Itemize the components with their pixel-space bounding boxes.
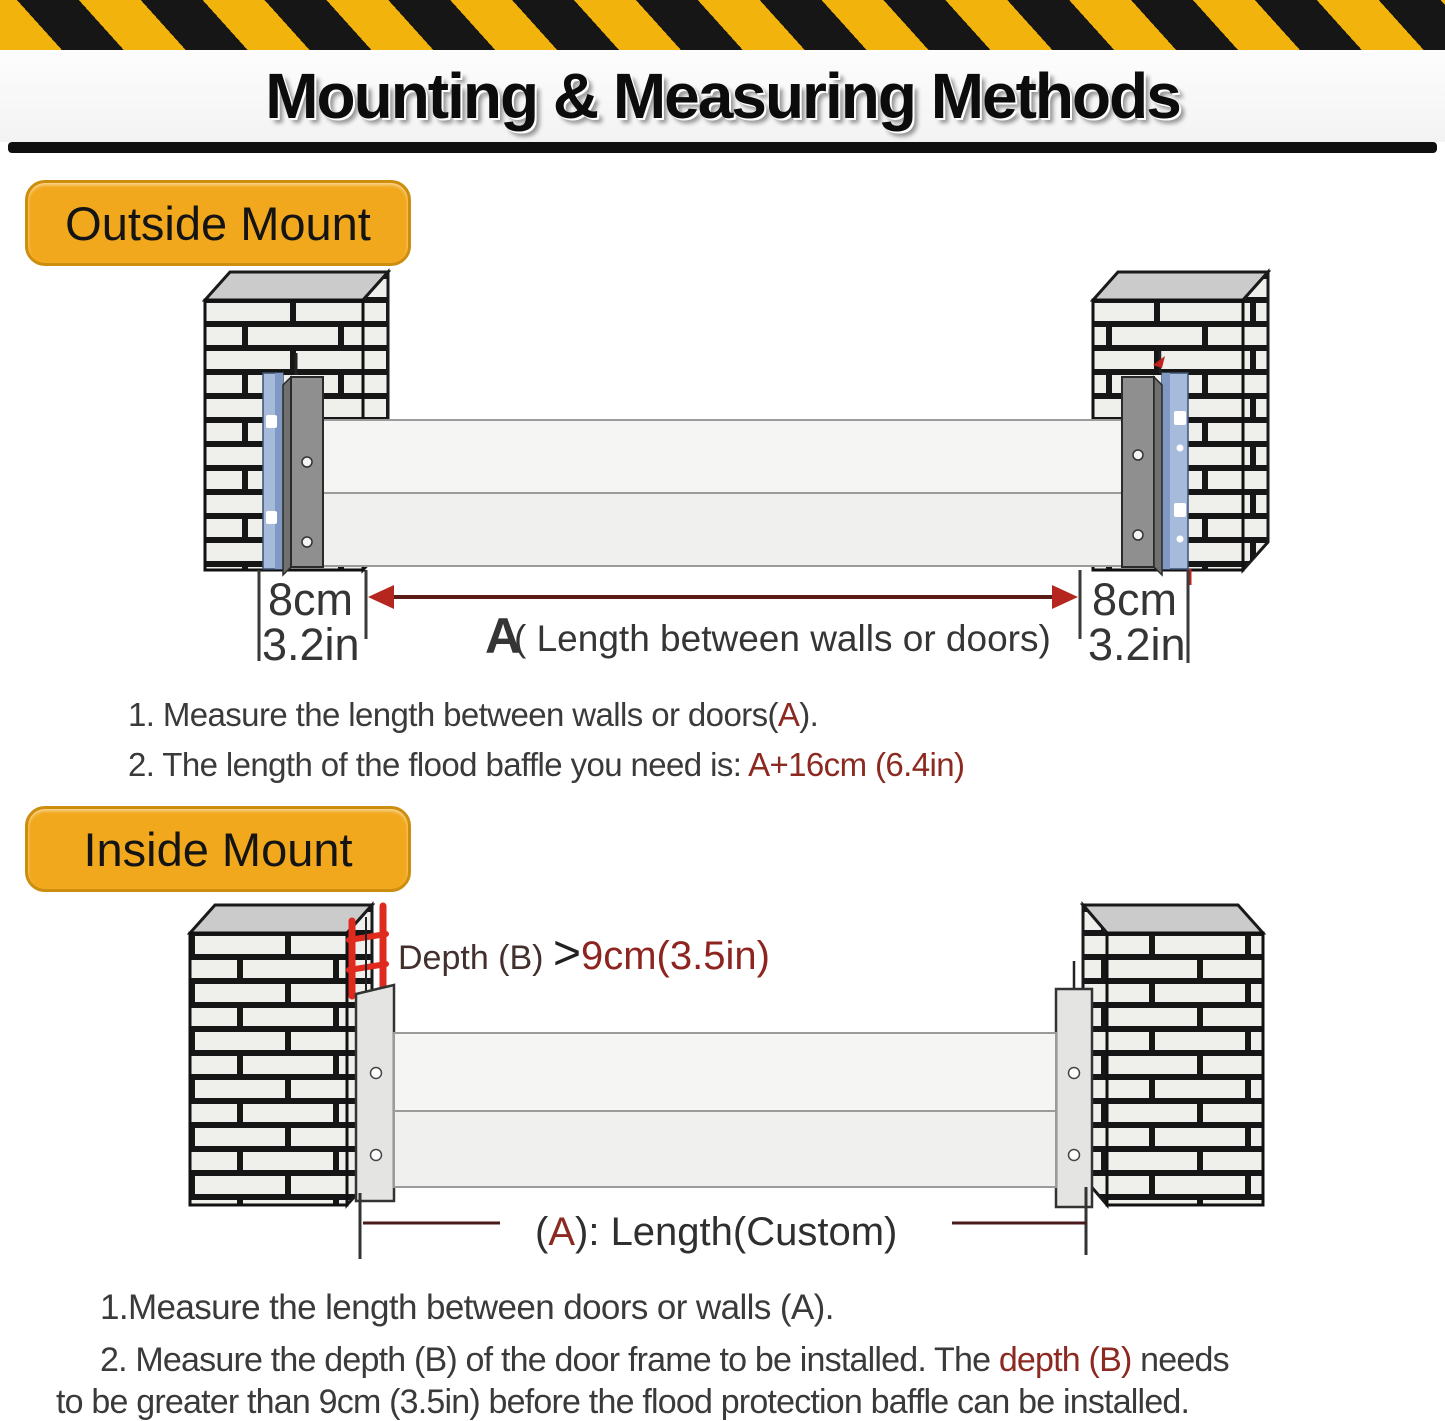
outside-step-2 [128,746,964,784]
flood-barrier-panels [323,420,1140,566]
inside-left-pillar [190,905,372,1205]
length-custom-label [535,1210,897,1254]
inside-step-1 [100,1288,834,1328]
right-offset-in: 3.2in [1088,619,1186,670]
outside-step-2-formula: A+16cm (6.4in) [748,746,965,783]
inside-step-2-end: needs [1131,1341,1229,1379]
inside-mount-badge-label: Inside Mount [83,822,353,876]
span-label-desc: ( Length between walls or doors) [514,618,1051,659]
inside-mount-badge [25,806,411,892]
inside-step-2-text: 2. Measure the depth (B) of the door frame to be installed. The [100,1341,999,1379]
inside-step-1-end: ). [813,1288,834,1327]
inside-step-2-depth: depth (B) [998,1341,1132,1379]
inside-right-pillar [1083,905,1263,1205]
outside-step-1 [128,696,818,734]
outside-step-1-end: ). [799,696,819,733]
outside-step-2-text: 2. The length of the flood baffle you need is: [128,746,749,783]
header-divider-bar [8,142,1437,153]
outside-mount-badge [25,180,411,266]
header-band [0,50,1445,142]
length-label-post: ): Length(Custom) [575,1210,898,1254]
outside-step-1-a: A [777,696,800,733]
outside-left-bracket [283,377,323,575]
greater-than-sign: > [552,927,581,980]
left-offset-in: 3.2in [262,619,360,670]
flood-barrier-panels-inside [394,1033,1056,1187]
hazard-stripe-banner [0,0,1445,50]
inside-step-1-a: A [790,1288,814,1327]
outside-step-1-text: 1. Measure the length between walls or doors( [128,696,778,733]
inside-right-rail [1056,961,1092,1207]
left-offset-cm: 8cm [268,574,354,625]
arrowhead-left [368,585,394,609]
depth-label [398,927,770,980]
inside-measurements [360,1187,1086,1259]
depth-value: 9cm(3.5in) [580,934,770,978]
inside-left-rail [356,985,394,1201]
inside-mount-diagram [0,893,1445,1283]
depth-label-text: Depth (B) [398,939,553,977]
inside-step-2-line2: to be greater than 9cm (3.5in) before the flood protection baffle can be installed. [56,1383,1190,1421]
outside-right-bracket [1122,377,1162,575]
outside-mount-badge-label: Outside Mount [65,196,371,250]
arrowhead-right [1052,585,1078,609]
span-label-a: A [485,608,522,664]
inside-step-1-text: 1.Measure the length between doors or walls ( [100,1288,791,1327]
outside-measurements [259,570,1188,670]
length-label-a: A [548,1210,576,1254]
page-title: Mounting & Measuring Methods [265,60,1180,132]
outside-mount-diagram [0,263,1445,673]
right-offset-cm: 8cm [1092,574,1178,625]
length-label-pre: ( [535,1210,549,1254]
inside-step-2 [100,1341,1229,1380]
